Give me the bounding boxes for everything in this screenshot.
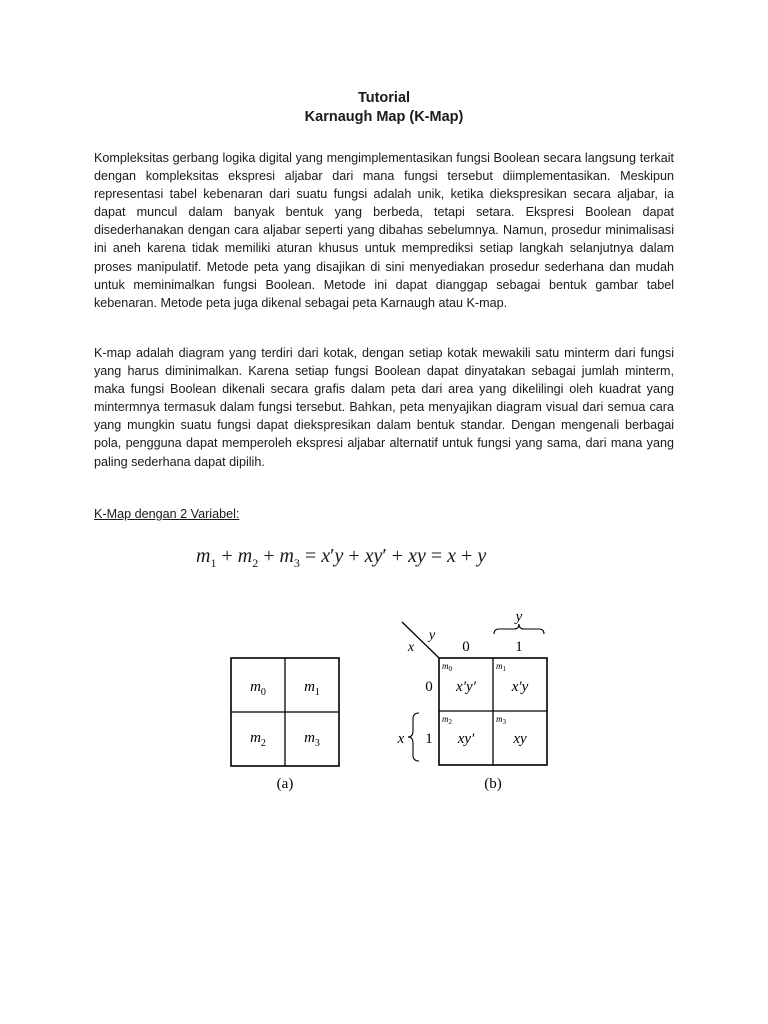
kmap-a-cell-m3: $m_3$ [304,730,320,749]
kmap-b-caption: (b) [484,776,502,792]
kmap-b-corner-x: x [407,640,415,655]
minterm-equation: $m_1 + m_2 + m_3 = x'y + xy'$ + xy = x + y [196,545,487,570]
section-heading: K-Map dengan 2 Variabel: [94,507,240,521]
kmap-b-minterm-m2: $m_2$ [442,714,452,726]
kmap-b-corner-y: y [428,628,436,643]
kmap-b-brace-y-label: y [515,609,523,625]
doc-title: Tutorial [357,90,411,106]
kmap-b-cell-expr-0: x′y′ [456,679,476,695]
kmap-b-col-header-0: 0 [462,639,470,655]
kmap-a [231,658,339,792]
kmap-diagram [0,600,768,800]
kmap-b-cell-expr-3: xy [513,731,527,747]
kmap-a-cell-m2: $m_2$ [250,730,266,749]
kmap-b-brace-x [408,713,419,761]
kmap-a-cell-m0: $m_0$ [250,679,266,698]
kmap-b-brace-x-label: x [397,731,405,747]
kmap-b-minterm-m0: $m_0$ [442,661,452,673]
paragraph-kmap: K-map adalah diagram yang terdiri dari kotak, dengan setiap kotak mewakili satu minterm dari fungsi yang harus diminimalkan. Karena setiap fungsi Boolean dapat dinyatakan sebagai jumlah minterm, maka fungsi Boolean dikenali secara grafis dalam peta dari area yang dikelilingi oleh kuadrat yang mintermnya termasuk dalam fungsi tersebut. Bahkan, peta menyajikan diagram visual dari semua cara yang mungkin suatu fungsi dapat diekspresikan dalam bentuk standar. Dengan mengenali berbagai pola, pengguna dapat memperoleh ekspresi aljabar alternatif untuk fungsi yang sama, dari mana yang paling sederhana dapat dipilih. [94,346,674,469]
paragraph-intro: Kompleksitas gerbang logika digital yang mengimplementasikan fungsi Boolean secara langsung terkait dengan kompleksitas ekspresi aljabar dari mana fungsi tersebut diimplementasikan. Meskipun representasi tabel kebenaran dari suatu fungsi adalah unik, ketika diekspresikan secara aljabar, ia dapat muncul dalam banyak bentuk yang berbeda, tetapi setara. Ekspresi Boolean dapat disederhanakan dengan cara aljabar seperti yang dibahas sebelumnya. Namun, prosedur minimalisasi ini aneh karena tidak memiliki aturan khusus untuk memprediksi setiap langkah selanjutnya dalam proses manipulatif. Metode peta yang disajikan di sini menyediakan prosedur sederhana dan mudah untuk meminimalkan fungsi Boolean. Metode ini dapat dianggap sebagai bentuk gambar tabel kebenaran. Metode peta juga dikenal sebagai peta Karnaugh atau K-map. [94,151,674,310]
kmap-b [397,609,547,792]
kmap-b-minterm-m3: $m_3$ [496,714,506,726]
kmap-a-caption: (a) [276,776,294,792]
title-block [0,89,768,127]
kmap-b-col-header-1: 1 [515,639,523,655]
kmap-b-brace-y [494,624,544,634]
kmap-b-cell-expr-2: xy′ [457,731,475,747]
kmap-a-cell-m1: $m_1$ [304,679,320,698]
kmap-b-row-header-1: 1 [425,731,433,747]
doc-subtitle: Karnaugh Map (K-Map) [304,109,464,125]
kmap-b-row-header-0: 0 [425,679,433,695]
kmap-b-cell-expr-1: x′y [511,679,529,695]
kmap-b-minterm-m1: $m_1$ [496,661,506,673]
